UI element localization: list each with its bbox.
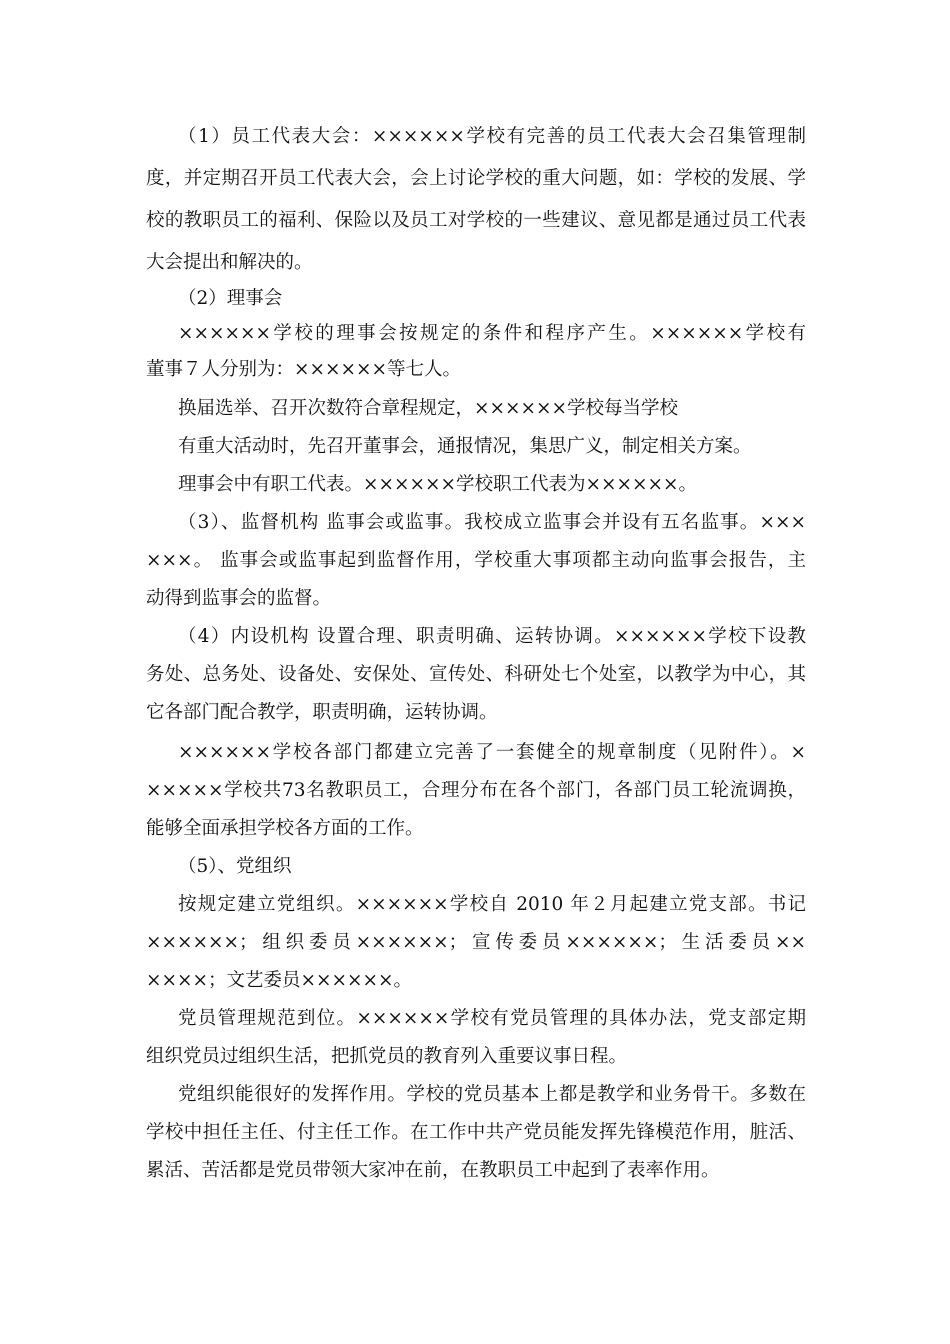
paragraph-line: 党组织能很好的发挥作用。学校的党员基本上都是教学和业务骨干。多数在 — [178, 1084, 806, 1105]
paragraph-line: 组织党员过组织生活，把抓党员的教育列入重要议事日程。 — [146, 1046, 628, 1067]
paragraph-line: 按规定建立党组织。××××××学校自 2010 年２月起建立党支部。书记 — [178, 894, 806, 915]
paragraph-line: （1）员工代表大会：××××××学校有完善的员工代表大会召集管理制 — [178, 126, 806, 147]
paragraph-line: 学校中担任主任、付主任工作。在工作中共产党员能发挥先锋模范作用，脏活、 — [146, 1122, 806, 1143]
paragraph-line: ×××××学校共73名教职员工，合理分布在各个部门，各部门员工轮流调换， — [146, 780, 806, 801]
paragraph-line: ××××××学校各部门都建立完善了一套健全的规章制度（见附件）。× — [178, 742, 806, 763]
paragraph-line: 大会提出和解决的。 — [146, 252, 313, 273]
paragraph-line: 换届选举、召开次数符合章程规定，××××××学校每当学校 — [178, 398, 679, 419]
paragraph-line: （3）、监督机构 监事会或监事。我校成立监事会并设有五名监事。××× — [178, 512, 806, 533]
paragraph-line: 党员管理规范到位。××××××学校有党员管理的具体办法，党支部定期 — [178, 1008, 806, 1029]
paragraph-line: ×××。 监事会或监事起到监督作用，学校重大事项都主动向监事会报告，主 — [146, 550, 806, 571]
paragraph-line: ××××××学校的理事会按规定的条件和程序产生。××××××学校有 — [178, 323, 806, 344]
paragraph-line: ××××；文艺委员××××××。 — [146, 970, 413, 991]
paragraph-line: ××××××；组织委员××××××；宣传委员××××××；生活委员×× — [146, 932, 806, 953]
paragraph-line: 有重大活动时，先召开董事会，通报情况，集思广义，制定相关方案。 — [178, 436, 752, 457]
paragraph-line: 度，并定期召开员工代表大会，会上讨论学校的重大问题，如：学校的发展、学 — [146, 168, 806, 189]
paragraph-line: 累活、苦活都是党员带领大家冲在前，在教职员工中起到了表率作用。 — [146, 1160, 720, 1181]
paragraph-line: 校的教职员工的福利、保险以及员工对学校的一些建议、意见都是通过员工代表 — [146, 210, 806, 231]
section-heading: （5）、党组织 — [178, 856, 292, 877]
paragraph-line: 它各部门配合教学，职责明确，运转协调。 — [146, 702, 498, 723]
paragraph-line: 务处、总务处、设备处、安保处、宣传处、科研处七个处室，以教学为中心，其 — [146, 664, 806, 685]
section-heading: （2）理事会 — [178, 288, 283, 309]
paragraph-line: 理事会中有职工代表。××××××学校职工代表为××××××。 — [178, 474, 698, 495]
paragraph-line: 董事７人分别为：××××××等七人。 — [146, 359, 462, 380]
paragraph-line: （4）内设机构 设置合理、职责明确、运转协调。××××××学校下设教 — [178, 626, 806, 647]
paragraph-line: 能够全面承担学校各方面的工作。 — [146, 818, 424, 839]
paragraph-line: 动得到监事会的监督。 — [146, 588, 332, 609]
